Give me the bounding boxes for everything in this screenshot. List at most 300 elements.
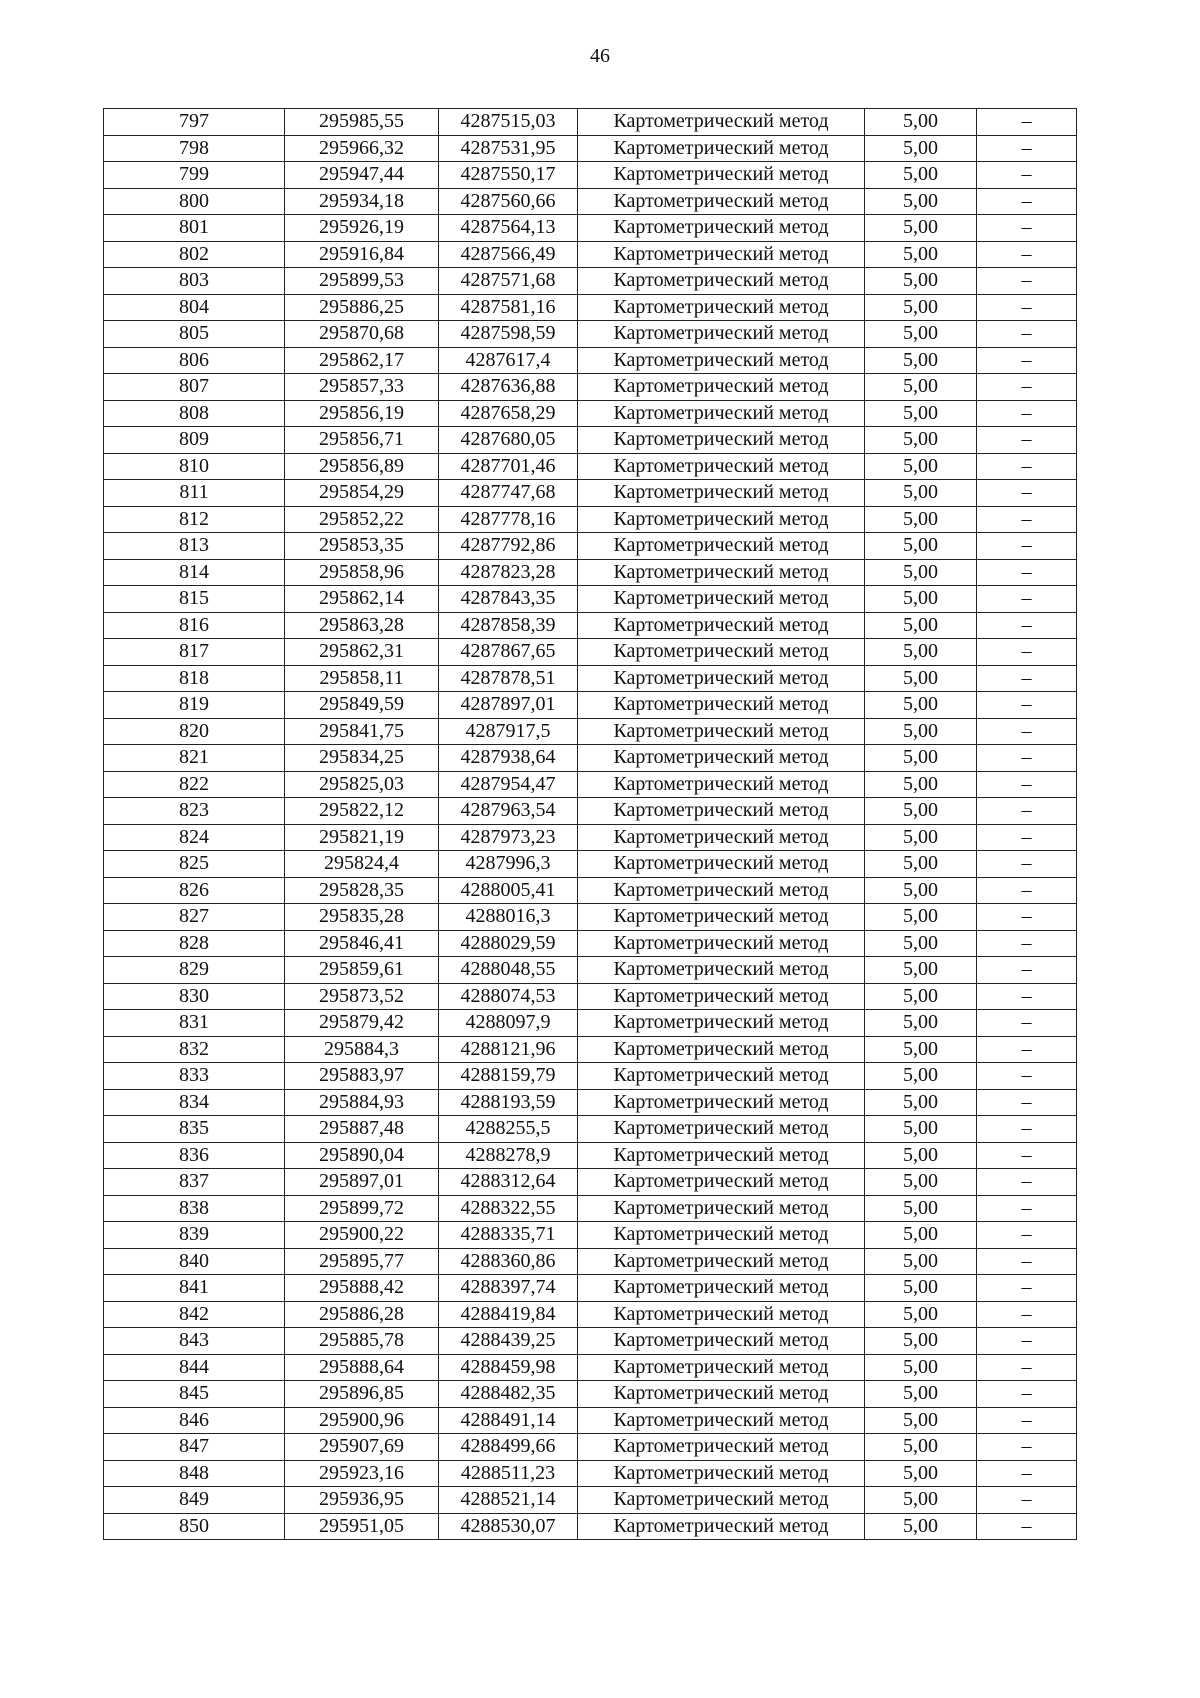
x-coordinate-cell: 295862,31 <box>285 639 439 666</box>
method-cell: Картометрический метод <box>578 851 865 878</box>
x-coordinate-cell: 295856,71 <box>285 427 439 454</box>
accuracy-cell: 5,00 <box>865 1222 977 1249</box>
table-row <box>104 1354 1077 1381</box>
point-number-cell: 828 <box>104 930 285 957</box>
note-cell: – <box>977 347 1077 374</box>
method-cell: Картометрический метод <box>578 162 865 189</box>
accuracy-cell: 5,00 <box>865 877 977 904</box>
accuracy-cell: 5,00 <box>865 1116 977 1143</box>
method-cell: Картометрический метод <box>578 1036 865 1063</box>
point-number-cell: 833 <box>104 1063 285 1090</box>
method-cell: Картометрический метод <box>578 930 865 957</box>
point-number-cell: 816 <box>104 612 285 639</box>
table-row <box>104 1036 1077 1063</box>
accuracy-cell: 5,00 <box>865 771 977 798</box>
y-coordinate-cell: 4287878,51 <box>439 665 578 692</box>
point-number-cell: 832 <box>104 1036 285 1063</box>
table-row <box>104 268 1077 295</box>
y-coordinate-cell: 4287778,16 <box>439 506 578 533</box>
point-number-cell: 802 <box>104 241 285 268</box>
y-coordinate-cell: 4288521,14 <box>439 1487 578 1514</box>
note-cell: – <box>977 983 1077 1010</box>
accuracy-cell: 5,00 <box>865 533 977 560</box>
x-coordinate-cell: 295858,96 <box>285 559 439 586</box>
method-cell: Картометрический метод <box>578 374 865 401</box>
y-coordinate-cell: 4288491,14 <box>439 1407 578 1434</box>
point-number-cell: 812 <box>104 506 285 533</box>
method-cell: Картометрический метод <box>578 559 865 586</box>
point-number-cell: 834 <box>104 1089 285 1116</box>
y-coordinate-cell: 4288193,59 <box>439 1089 578 1116</box>
table-row <box>104 771 1077 798</box>
table-row <box>104 1275 1077 1302</box>
table-row <box>104 1513 1077 1540</box>
point-number-cell: 800 <box>104 188 285 215</box>
point-number-cell: 838 <box>104 1195 285 1222</box>
y-coordinate-cell: 4287792,86 <box>439 533 578 560</box>
method-cell: Картометрический метод <box>578 1195 865 1222</box>
y-coordinate-cell: 4288121,96 <box>439 1036 578 1063</box>
x-coordinate-cell: 295856,89 <box>285 453 439 480</box>
table-row <box>104 692 1077 719</box>
method-cell: Картометрический метод <box>578 1169 865 1196</box>
point-number-cell: 803 <box>104 268 285 295</box>
note-cell: – <box>977 294 1077 321</box>
x-coordinate-cell: 295858,11 <box>285 665 439 692</box>
table-row <box>104 612 1077 639</box>
accuracy-cell: 5,00 <box>865 1010 977 1037</box>
x-coordinate-cell: 295828,35 <box>285 877 439 904</box>
table-row <box>104 718 1077 745</box>
note-cell: – <box>977 798 1077 825</box>
accuracy-cell: 5,00 <box>865 268 977 295</box>
point-number-cell: 846 <box>104 1407 285 1434</box>
y-coordinate-cell: 4287823,28 <box>439 559 578 586</box>
y-coordinate-cell: 4287550,17 <box>439 162 578 189</box>
point-number-cell: 841 <box>104 1275 285 1302</box>
table-row <box>104 427 1077 454</box>
note-cell: – <box>977 692 1077 719</box>
y-coordinate-cell: 4287531,95 <box>439 135 578 162</box>
note-cell: – <box>977 718 1077 745</box>
table-row <box>104 1116 1077 1143</box>
point-number-cell: 810 <box>104 453 285 480</box>
y-coordinate-cell: 4288335,71 <box>439 1222 578 1249</box>
accuracy-cell: 5,00 <box>865 1381 977 1408</box>
x-coordinate-cell: 295985,55 <box>285 109 439 136</box>
method-cell: Картометрический метод <box>578 1407 865 1434</box>
table-row <box>104 851 1077 878</box>
accuracy-cell: 5,00 <box>865 480 977 507</box>
point-number-cell: 805 <box>104 321 285 348</box>
x-coordinate-cell: 295879,42 <box>285 1010 439 1037</box>
x-coordinate-cell: 295885,78 <box>285 1328 439 1355</box>
method-cell: Картометрический метод <box>578 1116 865 1143</box>
method-cell: Картометрический метод <box>578 1513 865 1540</box>
x-coordinate-cell: 295916,84 <box>285 241 439 268</box>
note-cell: – <box>977 1328 1077 1355</box>
point-number-cell: 823 <box>104 798 285 825</box>
y-coordinate-cell: 4288482,35 <box>439 1381 578 1408</box>
note-cell: – <box>977 1169 1077 1196</box>
note-cell: – <box>977 135 1077 162</box>
point-number-cell: 831 <box>104 1010 285 1037</box>
x-coordinate-cell: 295859,61 <box>285 957 439 984</box>
point-number-cell: 820 <box>104 718 285 745</box>
y-coordinate-cell: 4287636,88 <box>439 374 578 401</box>
table-row <box>104 1434 1077 1461</box>
accuracy-cell: 5,00 <box>865 109 977 136</box>
note-cell: – <box>977 1116 1077 1143</box>
y-coordinate-cell: 4288029,59 <box>439 930 578 957</box>
point-number-cell: 848 <box>104 1460 285 1487</box>
point-number-cell: 811 <box>104 480 285 507</box>
point-number-cell: 830 <box>104 983 285 1010</box>
method-cell: Картометрический метод <box>578 321 865 348</box>
method-cell: Картометрический метод <box>578 1248 865 1275</box>
accuracy-cell: 5,00 <box>865 1354 977 1381</box>
method-cell: Картометрический метод <box>578 639 865 666</box>
point-number-cell: 808 <box>104 400 285 427</box>
table-row <box>104 347 1077 374</box>
x-coordinate-cell: 295835,28 <box>285 904 439 931</box>
note-cell: – <box>977 904 1077 931</box>
method-cell: Картометрический метод <box>578 1222 865 1249</box>
table-row <box>104 215 1077 242</box>
accuracy-cell: 5,00 <box>865 1195 977 1222</box>
x-coordinate-cell: 295888,42 <box>285 1275 439 1302</box>
method-cell: Картометрический метод <box>578 427 865 454</box>
method-cell: Картометрический метод <box>578 1089 865 1116</box>
x-coordinate-cell: 295884,3 <box>285 1036 439 1063</box>
x-coordinate-cell: 295896,85 <box>285 1381 439 1408</box>
table-row <box>104 374 1077 401</box>
method-cell: Картометрический метод <box>578 480 865 507</box>
y-coordinate-cell: 4288048,55 <box>439 957 578 984</box>
accuracy-cell: 5,00 <box>865 1063 977 1090</box>
y-coordinate-cell: 4287996,3 <box>439 851 578 878</box>
coordinates-table <box>103 108 1077 1540</box>
x-coordinate-cell: 295852,22 <box>285 506 439 533</box>
y-coordinate-cell: 4287617,4 <box>439 347 578 374</box>
note-cell: – <box>977 639 1077 666</box>
note-cell: – <box>977 1354 1077 1381</box>
accuracy-cell: 5,00 <box>865 347 977 374</box>
accuracy-cell: 5,00 <box>865 427 977 454</box>
y-coordinate-cell: 4288255,5 <box>439 1116 578 1143</box>
y-coordinate-cell: 4287867,65 <box>439 639 578 666</box>
accuracy-cell: 5,00 <box>865 983 977 1010</box>
note-cell: – <box>977 1063 1077 1090</box>
note-cell: – <box>977 1513 1077 1540</box>
note-cell: – <box>977 1036 1077 1063</box>
point-number-cell: 806 <box>104 347 285 374</box>
note-cell: – <box>977 268 1077 295</box>
point-number-cell: 845 <box>104 1381 285 1408</box>
method-cell: Картометрический метод <box>578 1354 865 1381</box>
x-coordinate-cell: 295853,35 <box>285 533 439 560</box>
note-cell: – <box>977 506 1077 533</box>
table-row <box>104 453 1077 480</box>
x-coordinate-cell: 295821,19 <box>285 824 439 851</box>
x-coordinate-cell: 295862,17 <box>285 347 439 374</box>
accuracy-cell: 5,00 <box>865 1089 977 1116</box>
x-coordinate-cell: 295907,69 <box>285 1434 439 1461</box>
table-row <box>104 1487 1077 1514</box>
note-cell: – <box>977 586 1077 613</box>
table-row <box>104 1407 1077 1434</box>
table-row <box>104 639 1077 666</box>
y-coordinate-cell: 4287680,05 <box>439 427 578 454</box>
table-row <box>104 1328 1077 1355</box>
method-cell: Картометрический метод <box>578 1063 865 1090</box>
note-cell: – <box>977 957 1077 984</box>
point-number-cell: 839 <box>104 1222 285 1249</box>
x-coordinate-cell: 295895,77 <box>285 1248 439 1275</box>
accuracy-cell: 5,00 <box>865 559 977 586</box>
y-coordinate-cell: 4288499,66 <box>439 1434 578 1461</box>
table-row <box>104 904 1077 931</box>
accuracy-cell: 5,00 <box>865 1513 977 1540</box>
note-cell: – <box>977 877 1077 904</box>
note-cell: – <box>977 612 1077 639</box>
accuracy-cell: 5,00 <box>865 1434 977 1461</box>
accuracy-cell: 5,00 <box>865 612 977 639</box>
table-row <box>104 162 1077 189</box>
accuracy-cell: 5,00 <box>865 1328 977 1355</box>
method-cell: Картометрический метод <box>578 347 865 374</box>
method-cell: Картометрический метод <box>578 1434 865 1461</box>
note-cell: – <box>977 1487 1077 1514</box>
method-cell: Картометрический метод <box>578 877 865 904</box>
note-cell: – <box>977 771 1077 798</box>
table-row <box>104 533 1077 560</box>
y-coordinate-cell: 4288016,3 <box>439 904 578 931</box>
accuracy-cell: 5,00 <box>865 692 977 719</box>
point-number-cell: 797 <box>104 109 285 136</box>
point-number-cell: 817 <box>104 639 285 666</box>
table-row <box>104 586 1077 613</box>
method-cell: Картометрический метод <box>578 453 865 480</box>
accuracy-cell: 5,00 <box>865 215 977 242</box>
x-coordinate-cell: 295846,41 <box>285 930 439 957</box>
table-row <box>104 877 1077 904</box>
table-row <box>104 983 1077 1010</box>
method-cell: Картометрический метод <box>578 586 865 613</box>
x-coordinate-cell: 295888,64 <box>285 1354 439 1381</box>
x-coordinate-cell: 295890,04 <box>285 1142 439 1169</box>
accuracy-cell: 5,00 <box>865 1487 977 1514</box>
y-coordinate-cell: 4288074,53 <box>439 983 578 1010</box>
note-cell: – <box>977 109 1077 136</box>
method-cell: Картометрический метод <box>578 1381 865 1408</box>
accuracy-cell: 5,00 <box>865 957 977 984</box>
y-coordinate-cell: 4287954,47 <box>439 771 578 798</box>
note-cell: – <box>977 1460 1077 1487</box>
x-coordinate-cell: 295947,44 <box>285 162 439 189</box>
x-coordinate-cell: 295926,19 <box>285 215 439 242</box>
method-cell: Картометрический метод <box>578 1275 865 1302</box>
x-coordinate-cell: 295857,33 <box>285 374 439 401</box>
x-coordinate-cell: 295886,28 <box>285 1301 439 1328</box>
x-coordinate-cell: 295886,25 <box>285 294 439 321</box>
note-cell: – <box>977 559 1077 586</box>
point-number-cell: 835 <box>104 1116 285 1143</box>
accuracy-cell: 5,00 <box>865 1036 977 1063</box>
y-coordinate-cell: 4288360,86 <box>439 1248 578 1275</box>
point-number-cell: 798 <box>104 135 285 162</box>
x-coordinate-cell: 295824,4 <box>285 851 439 878</box>
x-coordinate-cell: 295883,97 <box>285 1063 439 1090</box>
method-cell: Картометрический метод <box>578 109 865 136</box>
point-number-cell: 822 <box>104 771 285 798</box>
y-coordinate-cell: 4288097,9 <box>439 1010 578 1037</box>
x-coordinate-cell: 295825,03 <box>285 771 439 798</box>
accuracy-cell: 5,00 <box>865 241 977 268</box>
accuracy-cell: 5,00 <box>865 374 977 401</box>
x-coordinate-cell: 295887,48 <box>285 1116 439 1143</box>
note-cell: – <box>977 1142 1077 1169</box>
note-cell: – <box>977 745 1077 772</box>
note-cell: – <box>977 1301 1077 1328</box>
x-coordinate-cell: 295936,95 <box>285 1487 439 1514</box>
table-row <box>104 135 1077 162</box>
y-coordinate-cell: 4288459,98 <box>439 1354 578 1381</box>
table-row <box>104 957 1077 984</box>
accuracy-cell: 5,00 <box>865 824 977 851</box>
y-coordinate-cell: 4287747,68 <box>439 480 578 507</box>
y-coordinate-cell: 4287571,68 <box>439 268 578 295</box>
table-row <box>104 1195 1077 1222</box>
point-number-cell: 825 <box>104 851 285 878</box>
accuracy-cell: 5,00 <box>865 400 977 427</box>
note-cell: – <box>977 1248 1077 1275</box>
method-cell: Картометрический метод <box>578 241 865 268</box>
y-coordinate-cell: 4287917,5 <box>439 718 578 745</box>
x-coordinate-cell: 295849,59 <box>285 692 439 719</box>
x-coordinate-cell: 295841,75 <box>285 718 439 745</box>
y-coordinate-cell: 4288322,55 <box>439 1195 578 1222</box>
note-cell: – <box>977 1195 1077 1222</box>
accuracy-cell: 5,00 <box>865 904 977 931</box>
y-coordinate-cell: 4288419,84 <box>439 1301 578 1328</box>
method-cell: Картометрический метод <box>578 983 865 1010</box>
accuracy-cell: 5,00 <box>865 851 977 878</box>
point-number-cell: 840 <box>104 1248 285 1275</box>
point-number-cell: 813 <box>104 533 285 560</box>
accuracy-cell: 5,00 <box>865 1407 977 1434</box>
note-cell: – <box>977 1381 1077 1408</box>
note-cell: – <box>977 427 1077 454</box>
table-row <box>104 665 1077 692</box>
y-coordinate-cell: 4287701,46 <box>439 453 578 480</box>
accuracy-cell: 5,00 <box>865 1275 977 1302</box>
method-cell: Картометрический метод <box>578 824 865 851</box>
page-number: 46 <box>590 45 610 67</box>
accuracy-cell: 5,00 <box>865 639 977 666</box>
y-coordinate-cell: 4288005,41 <box>439 877 578 904</box>
note-cell: – <box>977 453 1077 480</box>
accuracy-cell: 5,00 <box>865 1248 977 1275</box>
accuracy-cell: 5,00 <box>865 162 977 189</box>
x-coordinate-cell: 295862,14 <box>285 586 439 613</box>
x-coordinate-cell: 295923,16 <box>285 1460 439 1487</box>
note-cell: – <box>977 1222 1077 1249</box>
y-coordinate-cell: 4287581,16 <box>439 294 578 321</box>
point-number-cell: 843 <box>104 1328 285 1355</box>
accuracy-cell: 5,00 <box>865 745 977 772</box>
coordinates-table-body <box>104 109 1077 1540</box>
note-cell: – <box>977 1434 1077 1461</box>
x-coordinate-cell: 295870,68 <box>285 321 439 348</box>
accuracy-cell: 5,00 <box>865 294 977 321</box>
table-row <box>104 559 1077 586</box>
table-row <box>104 930 1077 957</box>
table-row <box>104 188 1077 215</box>
point-number-cell: 837 <box>104 1169 285 1196</box>
method-cell: Картометрический метод <box>578 1487 865 1514</box>
point-number-cell: 807 <box>104 374 285 401</box>
table-row <box>104 1381 1077 1408</box>
point-number-cell: 847 <box>104 1434 285 1461</box>
accuracy-cell: 5,00 <box>865 1301 977 1328</box>
point-number-cell: 826 <box>104 877 285 904</box>
table-row <box>104 798 1077 825</box>
accuracy-cell: 5,00 <box>865 1169 977 1196</box>
point-number-cell: 801 <box>104 215 285 242</box>
y-coordinate-cell: 4287897,01 <box>439 692 578 719</box>
note-cell: – <box>977 824 1077 851</box>
accuracy-cell: 5,00 <box>865 135 977 162</box>
method-cell: Картометрический метод <box>578 294 865 321</box>
point-number-cell: 815 <box>104 586 285 613</box>
method-cell: Картометрический метод <box>578 957 865 984</box>
method-cell: Картометрический метод <box>578 533 865 560</box>
accuracy-cell: 5,00 <box>865 798 977 825</box>
method-cell: Картометрический метод <box>578 1142 865 1169</box>
x-coordinate-cell: 295884,93 <box>285 1089 439 1116</box>
note-cell: – <box>977 1407 1077 1434</box>
note-cell: – <box>977 215 1077 242</box>
method-cell: Картометрический метод <box>578 718 865 745</box>
point-number-cell: 836 <box>104 1142 285 1169</box>
accuracy-cell: 5,00 <box>865 321 977 348</box>
table-row <box>104 321 1077 348</box>
method-cell: Картометрический метод <box>578 665 865 692</box>
method-cell: Картометрический метод <box>578 215 865 242</box>
x-coordinate-cell: 295966,32 <box>285 135 439 162</box>
table-row <box>104 1248 1077 1275</box>
accuracy-cell: 5,00 <box>865 930 977 957</box>
x-coordinate-cell: 295934,18 <box>285 188 439 215</box>
y-coordinate-cell: 4287566,49 <box>439 241 578 268</box>
table-row <box>104 1301 1077 1328</box>
table-row <box>104 1089 1077 1116</box>
note-cell: – <box>977 851 1077 878</box>
y-coordinate-cell: 4288159,79 <box>439 1063 578 1090</box>
method-cell: Картометрический метод <box>578 1328 865 1355</box>
note-cell: – <box>977 930 1077 957</box>
note-cell: – <box>977 1010 1077 1037</box>
table-row <box>104 745 1077 772</box>
point-number-cell: 829 <box>104 957 285 984</box>
y-coordinate-cell: 4288511,23 <box>439 1460 578 1487</box>
table-row <box>104 1063 1077 1090</box>
table-row <box>104 400 1077 427</box>
point-number-cell: 850 <box>104 1513 285 1540</box>
y-coordinate-cell: 4288278,9 <box>439 1142 578 1169</box>
note-cell: – <box>977 480 1077 507</box>
